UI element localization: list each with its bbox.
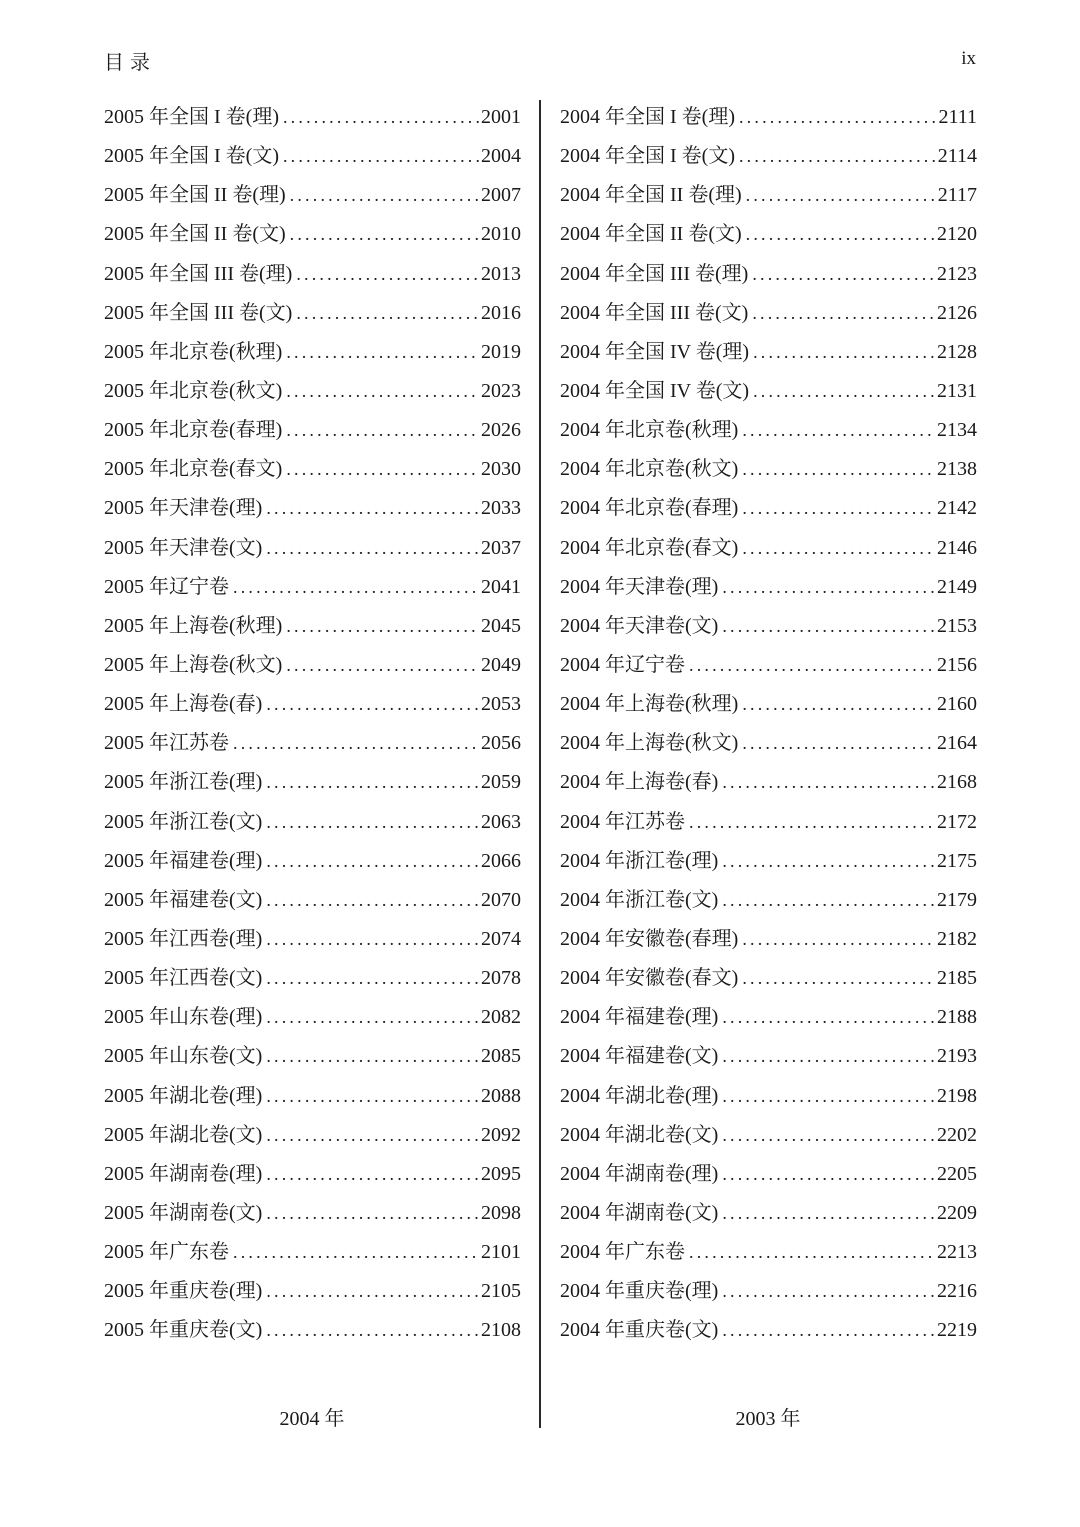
dot-leader [742, 920, 935, 959]
toc-entry-page: 2082 [481, 1006, 521, 1029]
toc-entry-page: 2085 [481, 1045, 521, 1068]
toc-entry-title: 2005 年上海卷(春) [104, 693, 263, 716]
dot-leader [266, 1077, 479, 1116]
dot-leader [722, 881, 935, 920]
toc-entry-title: 2005 年福建卷(文) [104, 888, 263, 911]
dot-leader [266, 1116, 479, 1155]
toc-entry-page: 2138 [937, 458, 977, 481]
toc-entry-page: 2059 [481, 771, 521, 794]
toc-entry-title: 2005 年浙江卷(理) [104, 771, 263, 794]
toc-entry-page: 2134 [937, 419, 977, 442]
toc-entry[interactable] [104, 959, 521, 998]
toc-entry-title: 2005 年江苏卷 [104, 732, 229, 755]
toc-entry[interactable] [104, 450, 521, 489]
toc-entry-page: 2092 [481, 1123, 521, 1146]
dot-leader [689, 803, 935, 842]
toc-entry-page: 2205 [937, 1162, 977, 1185]
toc-entry-page: 2095 [481, 1162, 521, 1185]
toc-entry-page: 2016 [481, 301, 521, 324]
toc-entry-title: 2004 年全国 II 卷(理) [560, 184, 742, 207]
toc-entry-title: 2004 年上海卷(春) [560, 771, 719, 794]
toc-entry[interactable] [104, 372, 521, 411]
toc-entry-title: 2005 年浙江卷(文) [104, 810, 263, 833]
toc-entry-title: 2004 年北京卷(秋理) [560, 419, 739, 442]
toc-entry-page: 2033 [481, 497, 521, 520]
dot-leader [283, 98, 479, 137]
toc-entry-page: 2026 [481, 419, 521, 442]
dot-leader [722, 1194, 935, 1233]
toc-entry-title: 2004 年上海卷(秋文) [560, 732, 739, 755]
toc-entry[interactable] [104, 998, 521, 1037]
toc-entry[interactable] [104, 215, 521, 254]
toc-entry-title: 2004 年福建卷(文) [560, 1045, 719, 1068]
toc-entry-page: 2010 [481, 223, 521, 246]
toc-entry-title: 2004 年湖南卷(文) [560, 1201, 719, 1224]
toc-entry-title: 2005 年湖北卷(理) [104, 1084, 263, 1107]
dot-leader [266, 881, 479, 920]
dot-leader [290, 215, 479, 254]
dot-leader [266, 529, 479, 568]
toc-entry-title: 2004 年北京卷(秋文) [560, 458, 739, 481]
toc-entry-title: 2005 年山东卷(理) [104, 1006, 263, 1029]
toc-entry-title: 2005 年全国 I 卷(文) [104, 145, 279, 168]
toc-entry-page: 2056 [481, 732, 521, 755]
toc-entry-title: 2005 年湖南卷(理) [104, 1162, 263, 1185]
toc-entry-page: 2149 [937, 575, 977, 598]
toc-entry[interactable] [104, 411, 521, 450]
toc-entry-page: 2023 [481, 379, 521, 402]
dot-leader [722, 1116, 935, 1155]
toc-entry-page: 2045 [481, 614, 521, 637]
toc-entry-title: 2005 年山东卷(文) [104, 1045, 263, 1068]
dot-leader [742, 685, 935, 724]
toc-entry[interactable] [560, 1116, 977, 1155]
toc-entry[interactable] [560, 568, 977, 607]
dot-leader [266, 489, 479, 528]
toc-entry-page: 2120 [937, 223, 977, 246]
toc-entry-title: 2004 年全国 IV 卷(理) [560, 340, 750, 363]
dot-leader [722, 998, 935, 1037]
toc-entry[interactable] [104, 803, 521, 842]
toc-entry[interactable] [104, 137, 521, 176]
toc-entry[interactable] [560, 450, 977, 489]
toc-entry-title: 2004 年全国 III 卷(理) [560, 262, 749, 285]
toc-entry[interactable] [560, 685, 977, 724]
toc-entry-title: 2005 年北京卷(秋文) [104, 379, 283, 402]
toc-entry-page: 2053 [481, 693, 521, 716]
toc-entry[interactable] [560, 998, 977, 1037]
dot-leader [266, 998, 479, 1037]
toc-entry[interactable] [560, 1233, 977, 1272]
toc-entry[interactable] [560, 529, 977, 568]
toc-entry[interactable] [104, 98, 521, 137]
toc-entry-title: 2005 年湖北卷(文) [104, 1123, 263, 1146]
toc-entry[interactable] [560, 1155, 977, 1194]
toc-entry[interactable] [560, 1272, 977, 1311]
toc-entry-title: 2005 年天津卷(文) [104, 536, 263, 559]
dot-leader [752, 294, 935, 333]
toc-entry[interactable] [560, 607, 977, 646]
toc-entry-page: 2049 [481, 653, 521, 676]
toc-entry[interactable] [104, 489, 521, 528]
toc-entry-title: 2005 年北京卷(春理) [104, 419, 283, 442]
toc-entry-title: 2004 年全国 III 卷(文) [560, 301, 749, 324]
toc-entry-title: 2004 年浙江卷(文) [560, 888, 719, 911]
toc-entry-title: 2004 年安徽卷(春文) [560, 967, 739, 990]
dot-leader [742, 450, 935, 489]
toc-entry-title: 2005 年全国 III 卷(文) [104, 301, 293, 324]
dot-leader [266, 842, 479, 881]
toc-entry-page: 2179 [937, 888, 977, 911]
toc-entry-page: 2202 [937, 1123, 977, 1146]
toc-entry-page: 2188 [937, 1006, 977, 1029]
toc-entry-page: 2213 [937, 1241, 977, 1264]
toc-entry-page: 2146 [937, 536, 977, 559]
toc-entry-page: 2019 [481, 340, 521, 363]
toc-entry-title: 2004 年全国 I 卷(理) [560, 106, 735, 128]
dot-leader [286, 607, 479, 646]
toc-entry-page: 2185 [937, 967, 977, 990]
dot-leader [296, 255, 479, 294]
toc-entry-title: 2004 年全国 II 卷(文) [560, 223, 742, 246]
dot-leader [266, 1272, 479, 1311]
toc-entry[interactable] [104, 1155, 521, 1194]
toc-entry-title: 2004 年湖北卷(理) [560, 1084, 719, 1107]
toc-entry-page: 2128 [937, 340, 977, 363]
dot-leader [722, 763, 935, 802]
dot-leader [283, 137, 479, 176]
toc-entry-title: 2005 年全国 II 卷(理) [104, 184, 286, 207]
toc-entry[interactable] [104, 763, 521, 802]
toc-entry[interactable] [560, 176, 977, 215]
toc-entry[interactable] [560, 294, 977, 333]
toc-entry[interactable] [104, 920, 521, 959]
toc-entry-page: 2219 [937, 1319, 977, 1342]
toc-entry-title: 2005 年上海卷(秋文) [104, 653, 283, 676]
toc-entry-title: 2004 年天津卷(文) [560, 614, 719, 637]
toc-entry-page: 2004 [481, 145, 521, 168]
toc-entry-title: 2005 年天津卷(理) [104, 497, 263, 520]
toc-entry[interactable] [104, 881, 521, 920]
toc-entry-title: 2004 年全国 IV 卷(文) [560, 379, 750, 402]
dot-leader [286, 646, 479, 685]
toc-entry-page: 2001 [481, 106, 521, 128]
toc-entry-title: 2004 年广东卷 [560, 1241, 685, 1264]
toc-entry-page: 2117 [937, 184, 977, 207]
toc-right-column [560, 98, 977, 1351]
toc-entry-title: 2004 年全国 I 卷(文) [560, 145, 735, 168]
dot-leader [266, 1311, 479, 1350]
toc-entry[interactable] [104, 1311, 521, 1350]
toc-entry-title: 2004 年北京卷(春文) [560, 536, 739, 559]
toc-entry-title: 2005 年福建卷(理) [104, 849, 263, 872]
toc-entry-title: 2004 年浙江卷(理) [560, 849, 719, 872]
toc-entry-page: 2066 [481, 849, 521, 872]
dot-leader [739, 98, 937, 137]
toc-entry-page: 2153 [937, 614, 977, 637]
toc-entry[interactable] [104, 1077, 521, 1116]
dot-leader [266, 920, 479, 959]
toc-entry[interactable] [104, 607, 521, 646]
toc-entry[interactable] [104, 568, 521, 607]
toc-entry-title: 2005 年全国 III 卷(理) [104, 262, 293, 285]
toc-entry[interactable] [560, 1194, 977, 1233]
dot-leader [742, 489, 935, 528]
section-heading-2004[interactable]: 2004 年 [279, 1408, 345, 1430]
toc-entry[interactable] [560, 803, 977, 842]
toc-entry-page: 2098 [481, 1201, 521, 1224]
toc-entry-page: 2108 [481, 1319, 521, 1342]
dot-leader [722, 1311, 935, 1350]
toc-entry-page: 2013 [481, 262, 521, 285]
dot-leader [296, 294, 479, 333]
dot-leader [290, 176, 479, 215]
toc-entry[interactable] [560, 646, 977, 685]
dot-leader [722, 1037, 935, 1076]
toc-entry-page: 2193 [937, 1045, 977, 1068]
toc-entry[interactable] [104, 1194, 521, 1233]
toc-entry-title: 2005 年上海卷(秋理) [104, 614, 283, 637]
toc-entry-title: 2005 年江西卷(理) [104, 927, 263, 950]
toc-entry-title: 2004 年江苏卷 [560, 810, 685, 833]
dot-leader [753, 333, 935, 372]
toc-entry-title: 2005 年辽宁卷 [104, 575, 229, 598]
dot-leader [753, 372, 935, 411]
toc-entry[interactable] [560, 959, 977, 998]
toc-entry[interactable] [560, 724, 977, 763]
toc-entry-page: 2041 [481, 575, 521, 598]
toc-entry[interactable] [560, 411, 977, 450]
toc-entry[interactable] [104, 333, 521, 372]
toc-entry-page: 2160 [937, 693, 977, 716]
dot-leader [266, 763, 479, 802]
toc-entry[interactable] [560, 489, 977, 528]
dot-leader [266, 685, 479, 724]
toc-entry-page: 2216 [937, 1280, 977, 1303]
toc-entry-title: 2005 年全国 II 卷(文) [104, 223, 286, 246]
toc-entry[interactable] [560, 215, 977, 254]
toc-entry[interactable] [104, 685, 521, 724]
toc-entry-title: 2005 年湖南卷(文) [104, 1201, 263, 1224]
toc-left-column [104, 98, 521, 1351]
dot-leader [266, 1194, 479, 1233]
toc-entry-page: 2198 [937, 1084, 977, 1107]
dot-leader [742, 724, 935, 763]
dot-leader [266, 1037, 479, 1076]
dot-leader [742, 411, 935, 450]
toc-entry-page: 2063 [481, 810, 521, 833]
dot-leader [722, 842, 935, 881]
dot-leader [722, 1155, 935, 1194]
toc-entry-page: 2114 [937, 145, 977, 168]
toc-entry[interactable] [560, 920, 977, 959]
toc-entry-title: 2004 年重庆卷(文) [560, 1319, 719, 1342]
dot-leader [689, 1233, 935, 1272]
dot-leader [266, 803, 479, 842]
toc-entry[interactable] [560, 98, 977, 137]
dot-leader [286, 450, 479, 489]
toc-entry[interactable] [560, 1311, 977, 1350]
toc-entry[interactable] [104, 1233, 521, 1272]
toc-entry[interactable] [104, 176, 521, 215]
toc-entry-title: 2004 年上海卷(秋理) [560, 693, 739, 716]
dot-leader [266, 959, 479, 998]
toc-entry-page: 2168 [937, 771, 977, 794]
toc-entry[interactable] [104, 724, 521, 763]
dot-leader [742, 959, 935, 998]
toc-entry-page: 2078 [481, 967, 521, 990]
dot-leader [722, 568, 935, 607]
dot-leader [746, 215, 935, 254]
dot-leader [722, 607, 935, 646]
toc-entry[interactable] [104, 1037, 521, 1076]
toc-entry-page: 2164 [937, 732, 977, 755]
toc-entry-page: 2074 [481, 927, 521, 950]
column-divider [539, 100, 541, 1428]
toc-entry-page: 2007 [481, 184, 521, 207]
toc-entry[interactable] [560, 333, 977, 372]
dot-leader [266, 1155, 479, 1194]
toc-entry-title: 2004 年重庆卷(理) [560, 1280, 719, 1303]
toc-entry[interactable] [104, 255, 521, 294]
toc-entry-page: 2175 [937, 849, 977, 872]
page-number: ix [961, 48, 976, 69]
toc-entry[interactable] [104, 1116, 521, 1155]
toc-entry-page: 2088 [481, 1084, 521, 1107]
toc-entry-title: 2005 年全国 I 卷(理) [104, 106, 279, 128]
section-title: 目录 [104, 52, 156, 74]
toc-entry[interactable] [560, 1077, 977, 1116]
toc-entry[interactable] [560, 1037, 977, 1076]
toc-entry-page: 2111 [938, 106, 977, 128]
toc-entry-page: 2105 [481, 1280, 521, 1303]
dot-leader [689, 646, 935, 685]
toc-entry-title: 2004 年湖北卷(文) [560, 1123, 719, 1146]
toc-entry-title: 2004 年湖南卷(理) [560, 1162, 719, 1185]
toc-entry-title: 2004 年辽宁卷 [560, 653, 685, 676]
toc-entry[interactable] [560, 137, 977, 176]
toc-entry-page: 2101 [481, 1241, 521, 1264]
toc-entry-page: 2182 [937, 927, 977, 950]
toc-entry-title: 2004 年安徽卷(春理) [560, 927, 739, 950]
toc-entry-page: 2142 [937, 497, 977, 520]
running-header [104, 46, 976, 74]
toc-entry-title: 2004 年北京卷(春理) [560, 497, 739, 520]
dot-leader [233, 724, 479, 763]
dot-leader [742, 529, 935, 568]
toc-entry-page: 2131 [937, 379, 977, 402]
dot-leader [233, 568, 479, 607]
toc-entry-page: 2156 [937, 653, 977, 676]
toc-entry-page: 2030 [481, 458, 521, 481]
toc-entry[interactable] [560, 372, 977, 411]
toc-entry-title: 2005 年重庆卷(理) [104, 1280, 263, 1303]
dot-leader [233, 1233, 479, 1272]
dot-leader [752, 255, 935, 294]
toc-entry[interactable] [104, 646, 521, 685]
toc-entry-page: 2123 [937, 262, 977, 285]
toc-entry-title: 2005 年广东卷 [104, 1241, 229, 1264]
dot-leader [286, 372, 479, 411]
dot-leader [286, 411, 479, 450]
toc-entry-title: 2004 年福建卷(理) [560, 1006, 719, 1029]
toc-entry[interactable] [560, 255, 977, 294]
toc-entry-page: 2126 [937, 301, 977, 324]
toc-entry[interactable] [560, 763, 977, 802]
toc-entry-page: 2172 [937, 810, 977, 833]
dot-leader [722, 1272, 935, 1311]
toc-entry[interactable] [104, 294, 521, 333]
dot-leader [722, 1077, 935, 1116]
toc-entry-page: 2209 [937, 1201, 977, 1224]
toc-entry-page: 2070 [481, 888, 521, 911]
toc-entry-title: 2005 年北京卷(秋理) [104, 340, 283, 363]
toc-entry[interactable] [104, 529, 521, 568]
toc-entry-title: 2005 年江西卷(文) [104, 967, 263, 990]
toc-entry-page: 2037 [481, 536, 521, 559]
toc-entry[interactable] [104, 842, 521, 881]
toc-entry-title: 2004 年天津卷(理) [560, 575, 719, 598]
toc-entry[interactable] [104, 1272, 521, 1311]
dot-leader [746, 176, 936, 215]
toc-entry-title: 2005 年重庆卷(文) [104, 1319, 263, 1342]
dot-leader [286, 333, 479, 372]
dot-leader [739, 137, 936, 176]
toc-entry[interactable] [560, 881, 977, 920]
toc-entry-title: 2005 年北京卷(春文) [104, 458, 283, 481]
section-heading-2003[interactable]: 2003 年 [735, 1408, 801, 1430]
toc-entry[interactable] [560, 842, 977, 881]
